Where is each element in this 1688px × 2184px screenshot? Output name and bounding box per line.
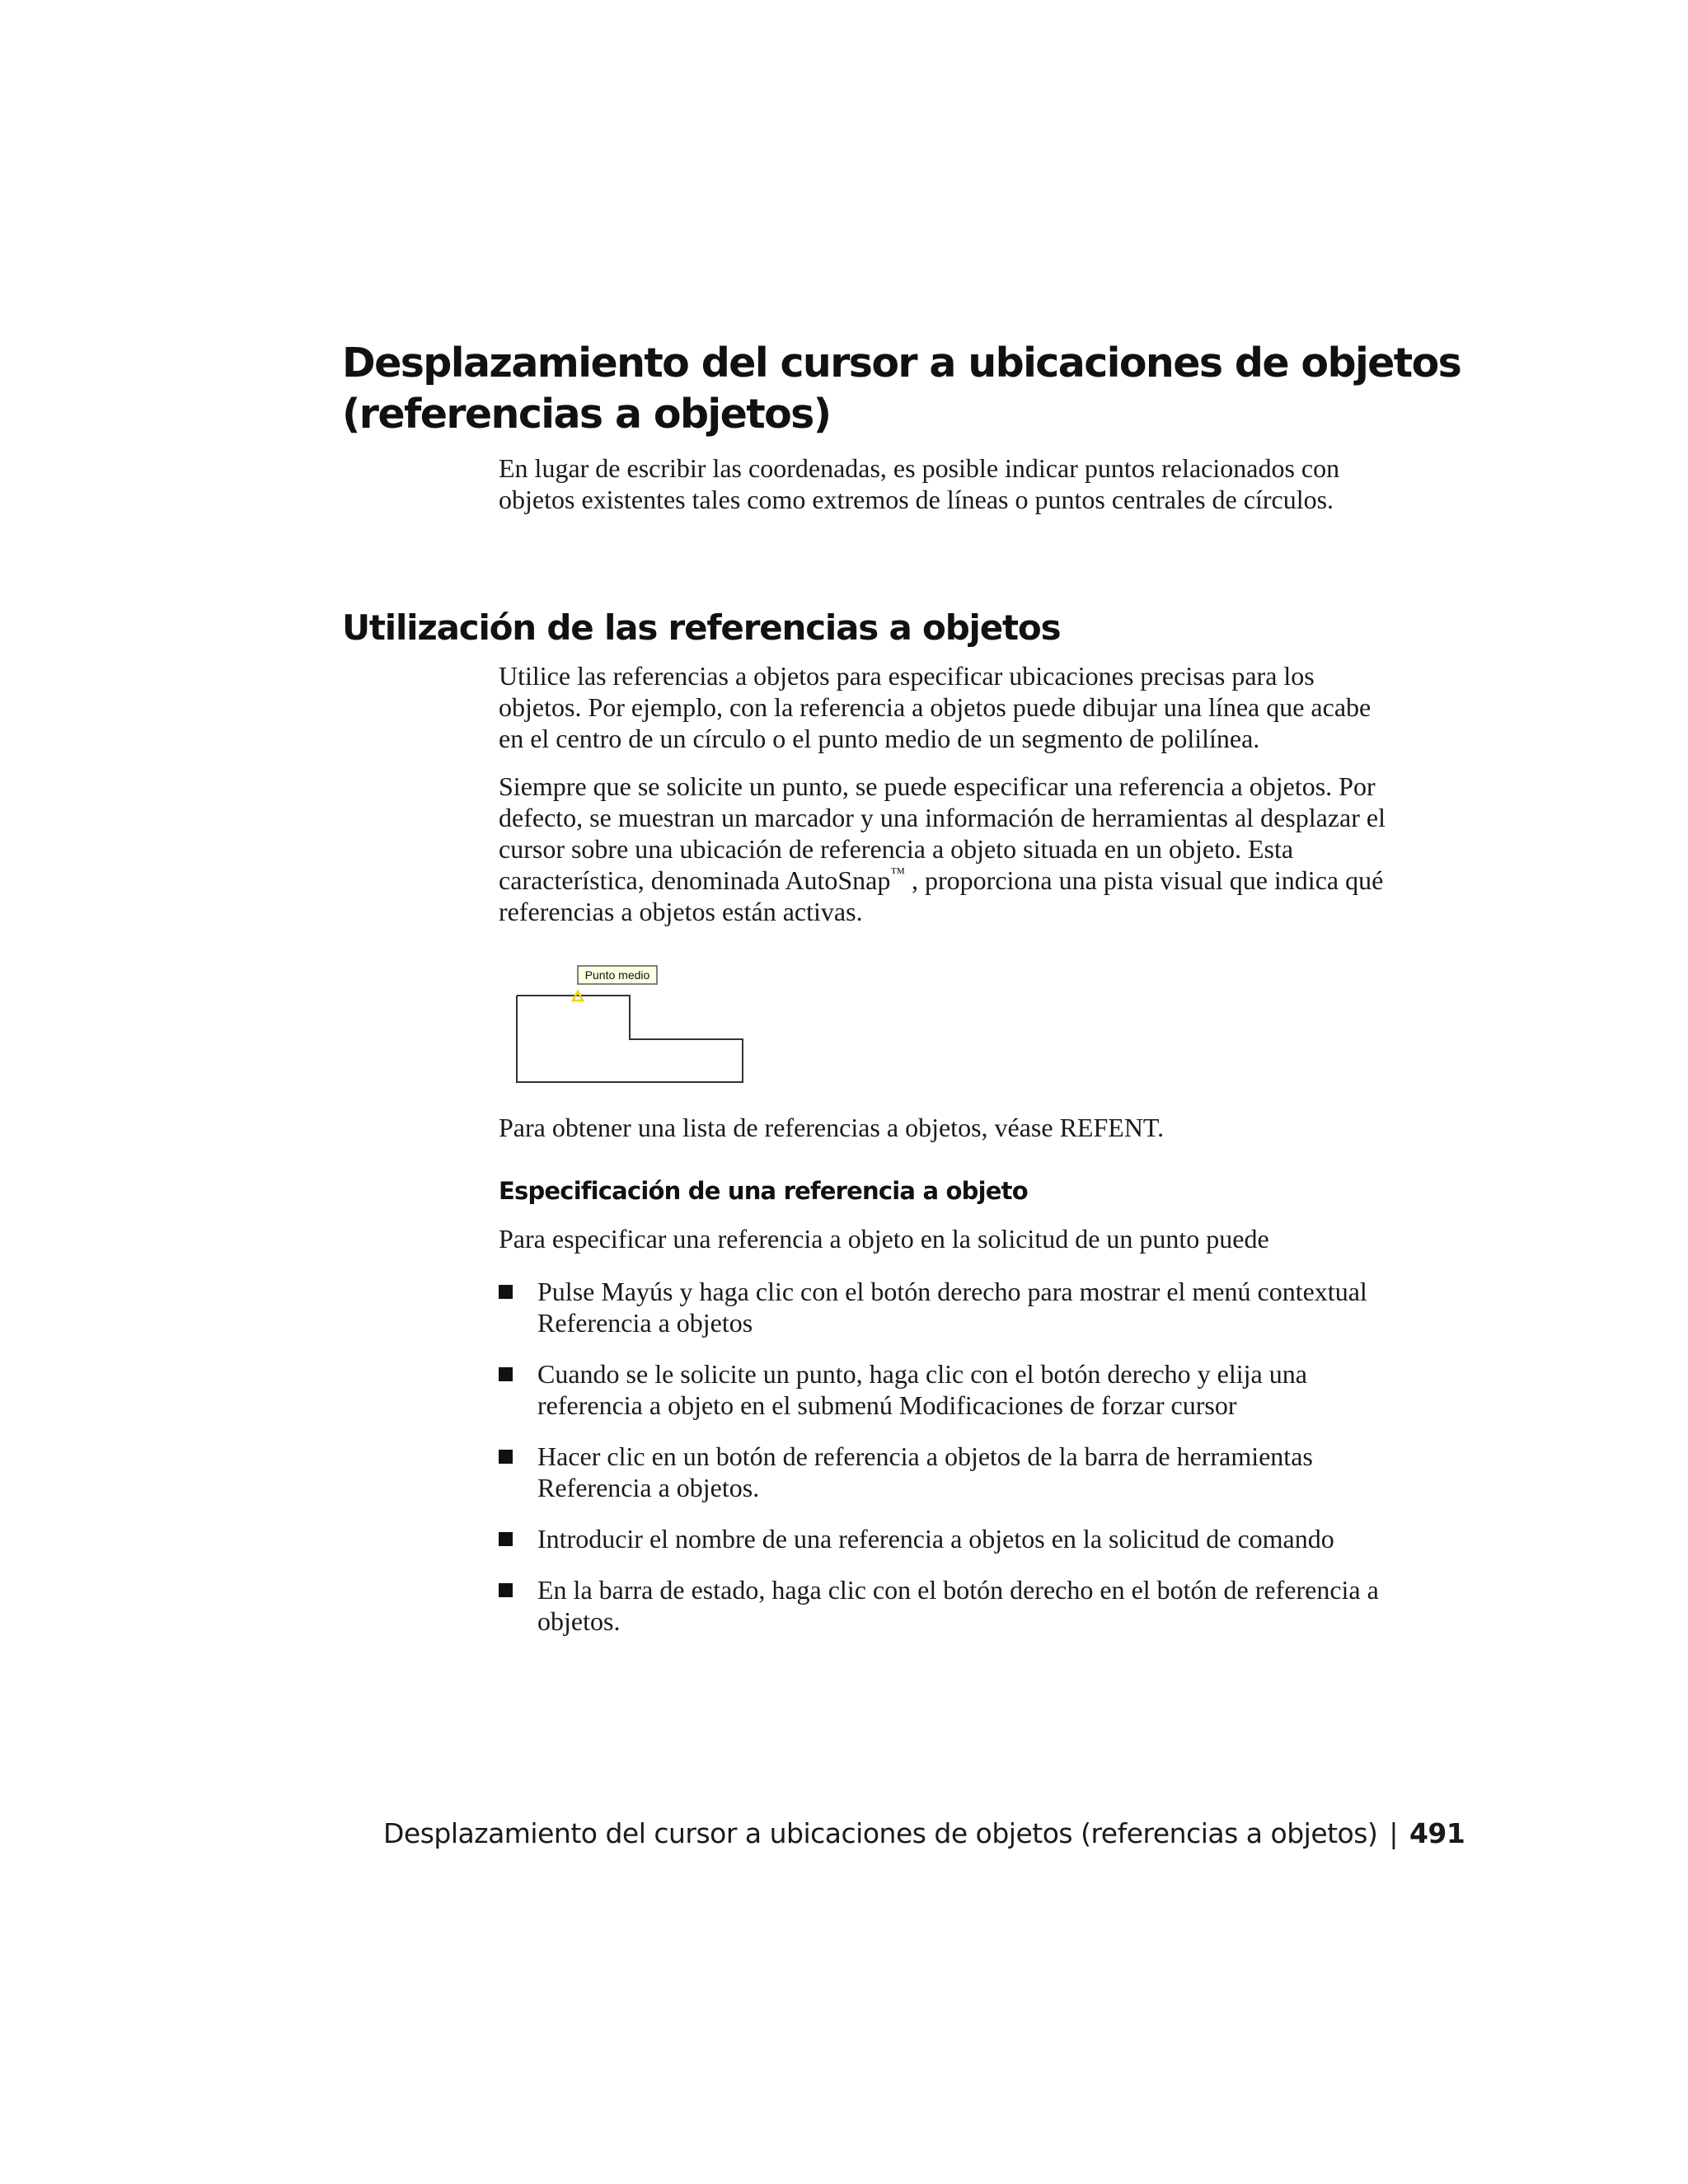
specification-intro: Para especificar una referencia a objeto en la solicitud de un punto puede bbox=[499, 1224, 1269, 1254]
usage-paragraph-2 bbox=[499, 771, 1397, 927]
list-item bbox=[499, 1523, 1414, 1554]
page-number: 491 bbox=[1409, 1817, 1465, 1849]
list-item-text: Introducir el nombre de una referencia a objetos en la solicitud de comando bbox=[537, 1524, 1334, 1554]
specification-list bbox=[499, 1276, 1414, 1657]
running-title: Desplazamiento del cursor a ubicaciones de objetos (referencias a objetos) bbox=[383, 1817, 1378, 1849]
polyline-shape bbox=[517, 996, 743, 1082]
list-item-text: Hacer clic en un botón de referencia a objetos de la barra de herramientas Referencia a objetos. bbox=[537, 1441, 1313, 1502]
bullet-square-icon bbox=[499, 1450, 513, 1464]
usage-paragraph-2-end: , proporciona una pista visual que indica qué referencias a objetos están activas. bbox=[499, 865, 1384, 926]
bullet-square-icon bbox=[499, 1367, 513, 1381]
specification-title: Especificación de una referencia a objeto bbox=[499, 1177, 1028, 1205]
footer-separator: | bbox=[1389, 1817, 1398, 1849]
autosnap-illustration bbox=[511, 963, 758, 1086]
intro-paragraph: En lugar de escribir las coordenadas, es posible indicar puntos relacionados con objetos existentes tales como extremos de líneas o puntos centrales de círculos. bbox=[499, 453, 1340, 514]
trademark-symbol: ™ bbox=[890, 865, 906, 881]
section-title: Desplazamiento del cursor a ubicaciones de objetos (referencias a objetos) bbox=[342, 340, 1461, 438]
bullet-square-icon bbox=[499, 1532, 513, 1546]
list-item bbox=[499, 1276, 1414, 1338]
page-footer bbox=[383, 1816, 1465, 1852]
list-item bbox=[499, 1574, 1414, 1637]
bullet-square-icon bbox=[499, 1583, 513, 1597]
list-item bbox=[499, 1358, 1414, 1421]
subsection-title: Utilización de las referencias a objetos bbox=[342, 607, 1061, 648]
list-item-text: Pulse Mayús y haga clic con el botón derecho para mostrar el menú contextual Referencia a objetos bbox=[537, 1277, 1367, 1338]
list-reference-paragraph: Para obtener una lista de referencias a objetos, véase REFENT. bbox=[499, 1113, 1165, 1142]
bullet-square-icon bbox=[499, 1285, 513, 1299]
usage-paragraph-1: Utilice las referencias a objetos para especificar ubicaciones precisas para los objetos. Por ejemplo, con la referencia a objetos puede dibujar una línea que acabe en el centro de un círculo o el punto medio de un segmento de polilínea. bbox=[499, 661, 1372, 753]
list-item-text: Cuando se le solicite un punto, haga clic con el botón derecho y elija una referencia a objeto en el submenú Modificaciones de forzar cursor bbox=[537, 1359, 1307, 1420]
list-item bbox=[499, 1441, 1414, 1503]
usage-paragraph-2-start: Siempre que se solicite un punto, se puede especificar una referencia a objetos. Por defecto, se muestran un marcador y una información de herramientas al desplazar el cursor sobre una ubicación de referencia a objeto situada en un objeto. Esta característica, denominada AutoSnap bbox=[499, 771, 1386, 895]
tooltip-label: Punto medio bbox=[584, 968, 650, 982]
list-item-text: En la barra de estado, haga clic con el botón derecho en el botón de referencia a objetos. bbox=[537, 1575, 1379, 1636]
